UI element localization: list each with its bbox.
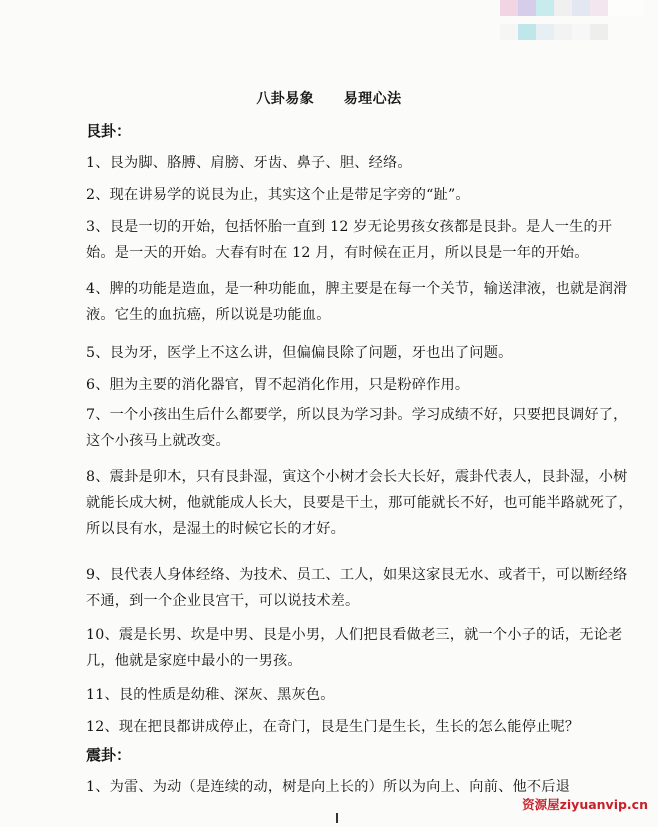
paragraph-10: 10、震是长男、坎是中男、艮是小男，人们把艮看做老三，就一个小子的话，无论老几，他就是家庭中最小的一男孩。 bbox=[86, 627, 623, 669]
mosaic-block bbox=[536, 24, 554, 40]
paragraph-11: 11、艮的性质是幼稚、深灰、黑灰色。 bbox=[86, 687, 335, 703]
title-part-2: 易理心法 bbox=[343, 91, 402, 107]
paragraph-3: 3、艮是一切的开始，包括怀胎一直到 12 岁无论男孩女孩都是艮卦。是人一生的开始。是一天的开始。大春有时在 12 月，有时候在正月，所以艮是一年的开始。 bbox=[86, 219, 613, 261]
paragraph-9: 9、艮代表人身体经络、为技术、员工、工人，如果这家艮无水、或者干，可以断经络不通，到一个企业艮宫干，可以说技术差。 bbox=[86, 567, 628, 609]
paragraph-8: 8、震卦是卯木，只有艮卦湿，寅这个小树才会长大长好，震卦代表人，艮卦湿，小树就能长成大树，他就能成人长大，艮要是干土，那可能就长不好，也可能半路就死了，所以艮有水，是湿土的时候它长的才好。 bbox=[86, 469, 633, 537]
title-part-1: 八卦易象 bbox=[256, 91, 315, 107]
site-watermark: 资源屋ziyuanvip.cn bbox=[522, 797, 648, 812]
mosaic-block bbox=[536, 0, 554, 16]
paragraph-2: 2、现在讲易学的说艮为止，其实这个止是带足字旁的“趾”。 bbox=[86, 187, 470, 203]
mosaic-block bbox=[590, 24, 608, 40]
mosaic-block bbox=[554, 0, 572, 16]
paragraph-12: 12、现在把艮都讲成停止，在奇门，艮是生门是生长，生长的怎么能停止呢？ bbox=[86, 719, 580, 735]
paragraph-zhen-1: 1、为雷、为动（是连续的动，树是向上长的）所以为向上、向前、他不后退 bbox=[86, 779, 571, 795]
mosaic-watermark bbox=[500, 0, 658, 48]
scan-artifact bbox=[336, 813, 338, 823]
mosaic-block bbox=[608, 0, 626, 16]
mosaic-block bbox=[500, 24, 518, 40]
paragraph-6: 6、胆为主要的消化器官，胃不起消化作用，只是粉碎作用。 bbox=[86, 377, 470, 393]
mosaic-block bbox=[572, 0, 590, 16]
mosaic-block bbox=[518, 0, 536, 16]
mosaic-block bbox=[572, 24, 590, 40]
mosaic-block bbox=[500, 0, 518, 16]
mosaic-block bbox=[626, 0, 644, 16]
document-title bbox=[0, 88, 658, 108]
paragraph-7: 7、一个小孩出生后什么都要学，所以艮为学习卦。学习成绩不好，只要把艮调好了，这个小孩马上就改变。 bbox=[86, 407, 628, 449]
mosaic-block bbox=[554, 24, 572, 40]
section-heading-gen: 艮卦： bbox=[86, 122, 132, 140]
paragraph-1: 1、艮为脚、胳膊、肩膀、牙齿、鼻子、胆、经络。 bbox=[86, 155, 412, 171]
mosaic-block bbox=[518, 24, 536, 40]
section-heading-zhen: 震卦： bbox=[86, 746, 132, 764]
paragraph-5: 5、艮为牙，医学上不这么讲，但偏偏艮除了问题，牙也出了问题。 bbox=[86, 345, 513, 361]
mosaic-block bbox=[590, 0, 608, 16]
paragraph-4: 4、脾的功能是造血，是一种功能血，脾主要是在每一个关节，输送津液，也就是润滑液。它生的血抗癌，所以说是功能血。 bbox=[86, 281, 628, 323]
